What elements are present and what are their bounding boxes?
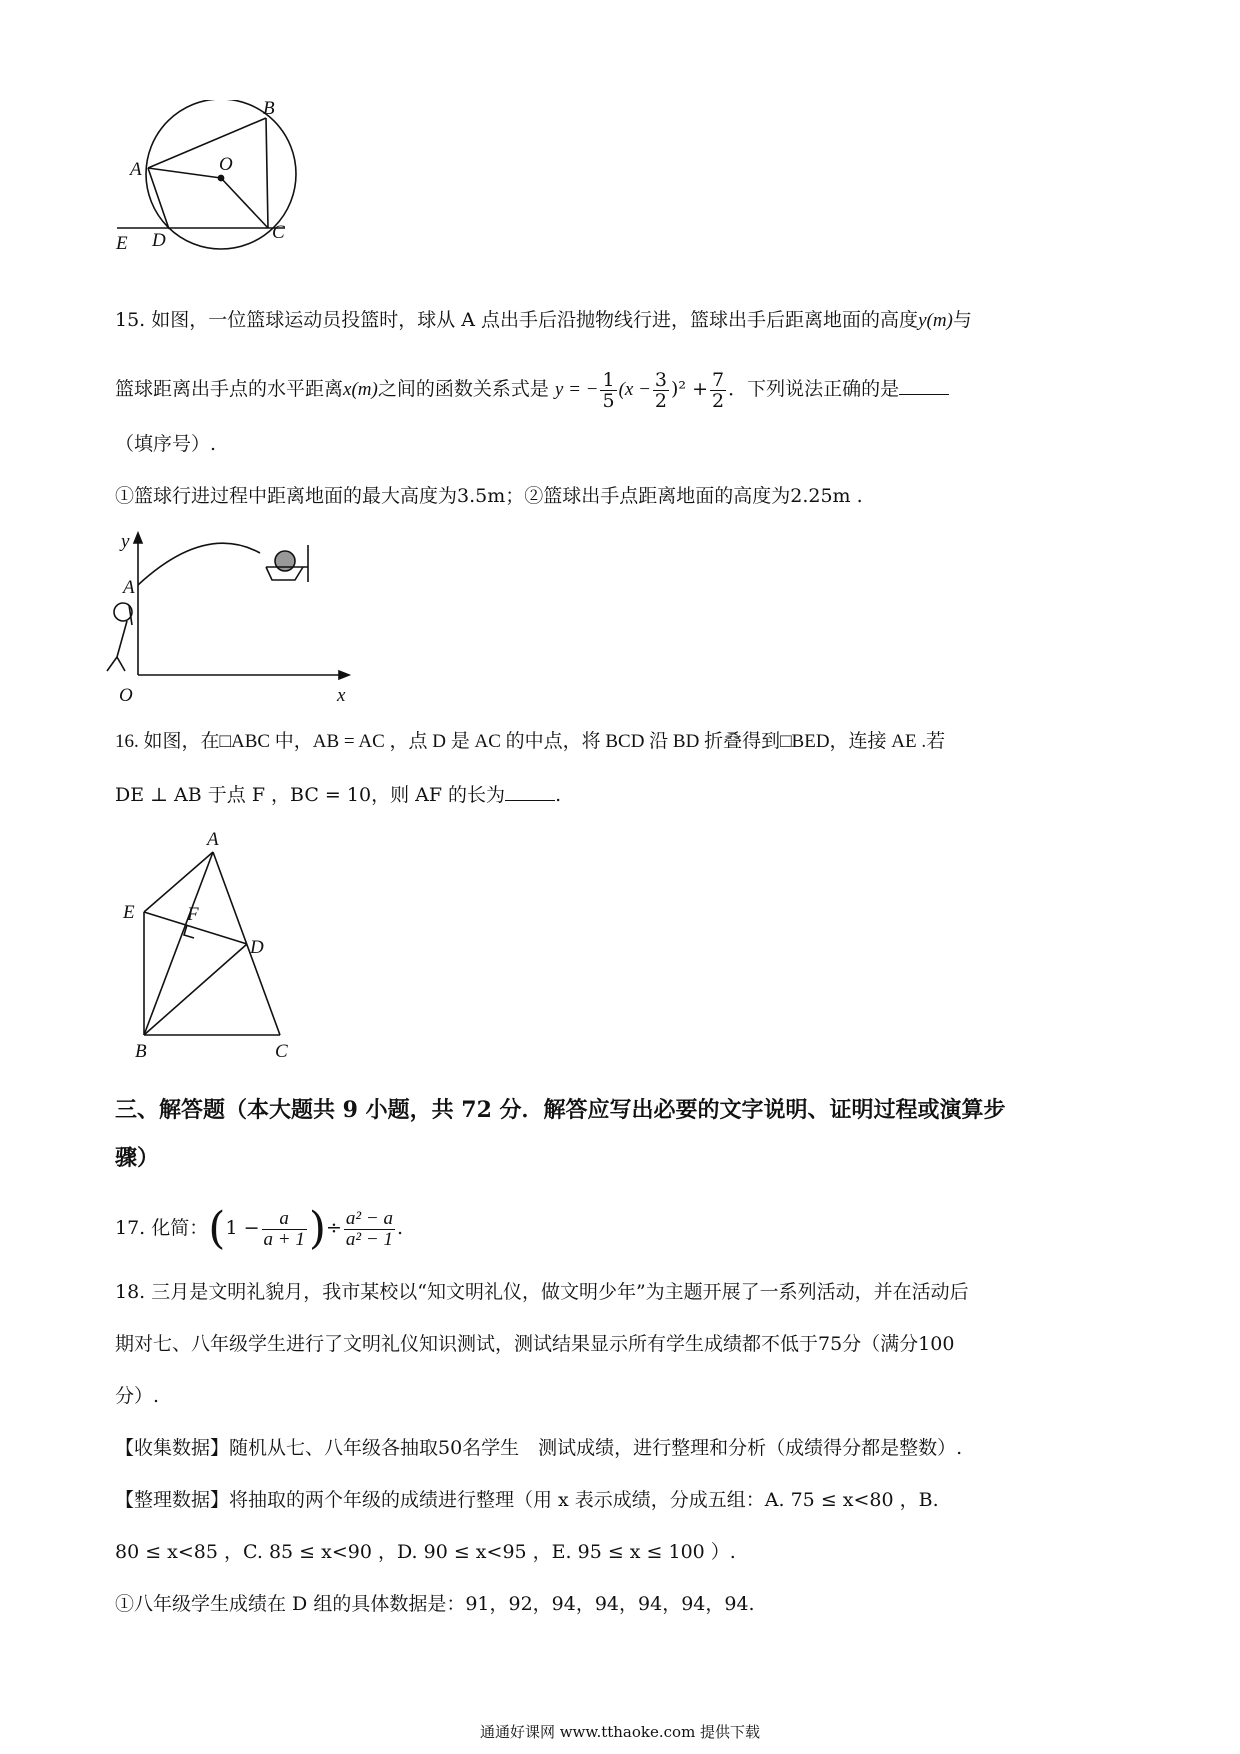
q15-fraction-1 xyxy=(600,370,616,411)
label-e: E xyxy=(116,233,128,254)
q15-f1-num: 1 xyxy=(602,368,615,391)
q17 xyxy=(115,1198,403,1258)
label-x-axis: x xyxy=(337,685,346,706)
player-leg-right xyxy=(117,657,125,671)
q17-right-paren: ) xyxy=(308,1203,326,1254)
q17-fraction-b xyxy=(344,1209,395,1250)
section-3-heading-line1: 三、解答题（本大题共 9 小题，共 72 分．解答应写出必要的文字说明、证明过程或演算步 xyxy=(115,1097,1006,1123)
q15-f1-den: 5 xyxy=(602,389,615,412)
label-e: E xyxy=(123,902,135,923)
q15-f3-num: 7 xyxy=(712,368,725,391)
q15-line2-end: ．下列说法正确的是 xyxy=(728,378,900,400)
label-a: A xyxy=(207,829,219,850)
q15-var-x: x(m) xyxy=(343,379,378,400)
q17-left-paren: ( xyxy=(208,1203,226,1254)
q15-formula-sq: )² + xyxy=(671,378,708,400)
q15-f3-den: 2 xyxy=(712,389,725,412)
figure-basketball xyxy=(105,525,365,710)
segment-ae xyxy=(144,852,213,912)
q17-end: . xyxy=(396,1217,403,1239)
q15-f2-num: 3 xyxy=(654,368,667,391)
q15-line1 xyxy=(115,308,972,333)
q15-line1-text: 15. 如图，一位篮球运动员投篮时，球从 A 点出手后沿抛物线行进，篮球出手后距离地面的高度 xyxy=(115,309,919,331)
q15-var-y: y(m) xyxy=(918,310,953,331)
segment-ab xyxy=(144,852,213,1035)
q18-line4: 【收集数据】随机从七、八年级各抽取50名学生 测试成绩，进行整理和分析（成绩得分都是整数）. xyxy=(115,1437,963,1459)
q15-line4: ①篮球行进过程中距离地面的最大高度为3.5m；②篮球出手点距离地面的高度为2.25m . xyxy=(115,485,863,507)
x-axis-arrow xyxy=(339,671,349,679)
segment-oc xyxy=(221,178,268,228)
segment-bc xyxy=(266,118,268,228)
figure-folded-triangle xyxy=(115,825,315,1065)
q15-fraction-2 xyxy=(653,370,669,411)
y-axis-arrow xyxy=(134,533,142,543)
section-3-heading-line2: 骤） xyxy=(115,1145,160,1171)
q16-line2-text: DE ⊥ AB 于点 F ，BC = 10，则 AF 的长为 xyxy=(115,784,506,806)
q18-line2: 期对七、八年级学生进行了文明礼仪知识测试，测试结果显示所有学生成绩都不低于75分（满分100 xyxy=(115,1333,955,1355)
q17-inner-one: 1 − xyxy=(225,1217,260,1239)
player-body xyxy=(117,621,127,657)
page-footer: 通通好课网 www.tthaoke.com 提供下载 xyxy=(479,1723,761,1741)
label-a: A xyxy=(130,159,142,180)
q15-line1-end: 与 xyxy=(952,309,972,331)
q17-divide: ÷ xyxy=(326,1217,342,1239)
q17-label: 17. 化简： xyxy=(115,1217,209,1239)
q18-line7: ①八年级学生成绩在 D 组的具体数据是：91，92，94，94，94，94，94. xyxy=(115,1593,755,1615)
q17-fraction-a xyxy=(262,1209,307,1250)
label-origin: O xyxy=(119,685,133,706)
parabola-trajectory xyxy=(138,543,260,585)
label-point-a: A xyxy=(123,577,135,598)
label-f: F xyxy=(187,904,199,925)
q18-line6: 80 ≤ x<85 ，C. 85 ≤ x<90 ，D. 90 ≤ x<95 ，E. 95 ≤ x ≤ 100 ）. xyxy=(115,1541,736,1563)
label-b: B xyxy=(263,100,275,119)
q17-b-den: a² − 1 xyxy=(345,1228,393,1250)
label-y-axis: y xyxy=(121,531,130,552)
q16-answer-blank[interactable] xyxy=(505,782,555,801)
label-d: D xyxy=(152,230,166,251)
label-b: B xyxy=(135,1041,147,1062)
q18-line1: 18. 三月是文明礼貌月，我市某校以“知文明礼仪，做文明少年”为主题开展了一系列活动，并在活动后 xyxy=(115,1281,969,1303)
q15-answer-blank[interactable] xyxy=(899,376,949,395)
label-c: C xyxy=(275,1041,288,1062)
basketball xyxy=(275,551,295,571)
segment-ab xyxy=(148,118,266,168)
q15-line2-pre: 篮球距离出手点的水平距离 xyxy=(115,378,344,400)
center-point-o xyxy=(218,175,223,180)
segment-ao xyxy=(148,168,221,178)
q16-line2 xyxy=(115,782,561,807)
figure-circle-triangle xyxy=(115,100,345,285)
q15-line2 xyxy=(115,362,949,416)
player-leg-left xyxy=(107,657,117,671)
q15-formula-mid: (x − xyxy=(618,379,651,400)
q17-a-den: a + 1 xyxy=(263,1228,305,1250)
q15-formula-lhs: y = − xyxy=(554,379,599,400)
label-c: C xyxy=(272,222,285,243)
q17-b-num: a² − a xyxy=(345,1207,393,1229)
segment-ad xyxy=(148,168,169,229)
q17-a-num: a xyxy=(262,1209,307,1230)
q16-line1: 16. 如图，在□ABC 中，AB = AC ，点 D 是 AC 的中点，将 BCD 沿 BD 折叠得到□BED，连接 AE .若 xyxy=(115,731,946,752)
q18-line5: 【整理数据】将抽取的两个年级的成绩进行整理（用 x 表示成绩，分成五组：A. 75 ≤ x<80 ，B. xyxy=(115,1489,939,1511)
q16-line2-end: . xyxy=(555,784,562,806)
q15-line3: （填序号）. xyxy=(115,433,217,455)
label-o: O xyxy=(219,154,233,175)
q15-line2-mid: 之间的函数关系式是 xyxy=(377,378,549,400)
q15-f2-den: 2 xyxy=(654,389,667,412)
q18-line3: 分）. xyxy=(115,1385,160,1407)
label-d: D xyxy=(250,937,264,958)
segment-bd xyxy=(144,944,247,1035)
q15-fraction-3 xyxy=(710,370,726,411)
